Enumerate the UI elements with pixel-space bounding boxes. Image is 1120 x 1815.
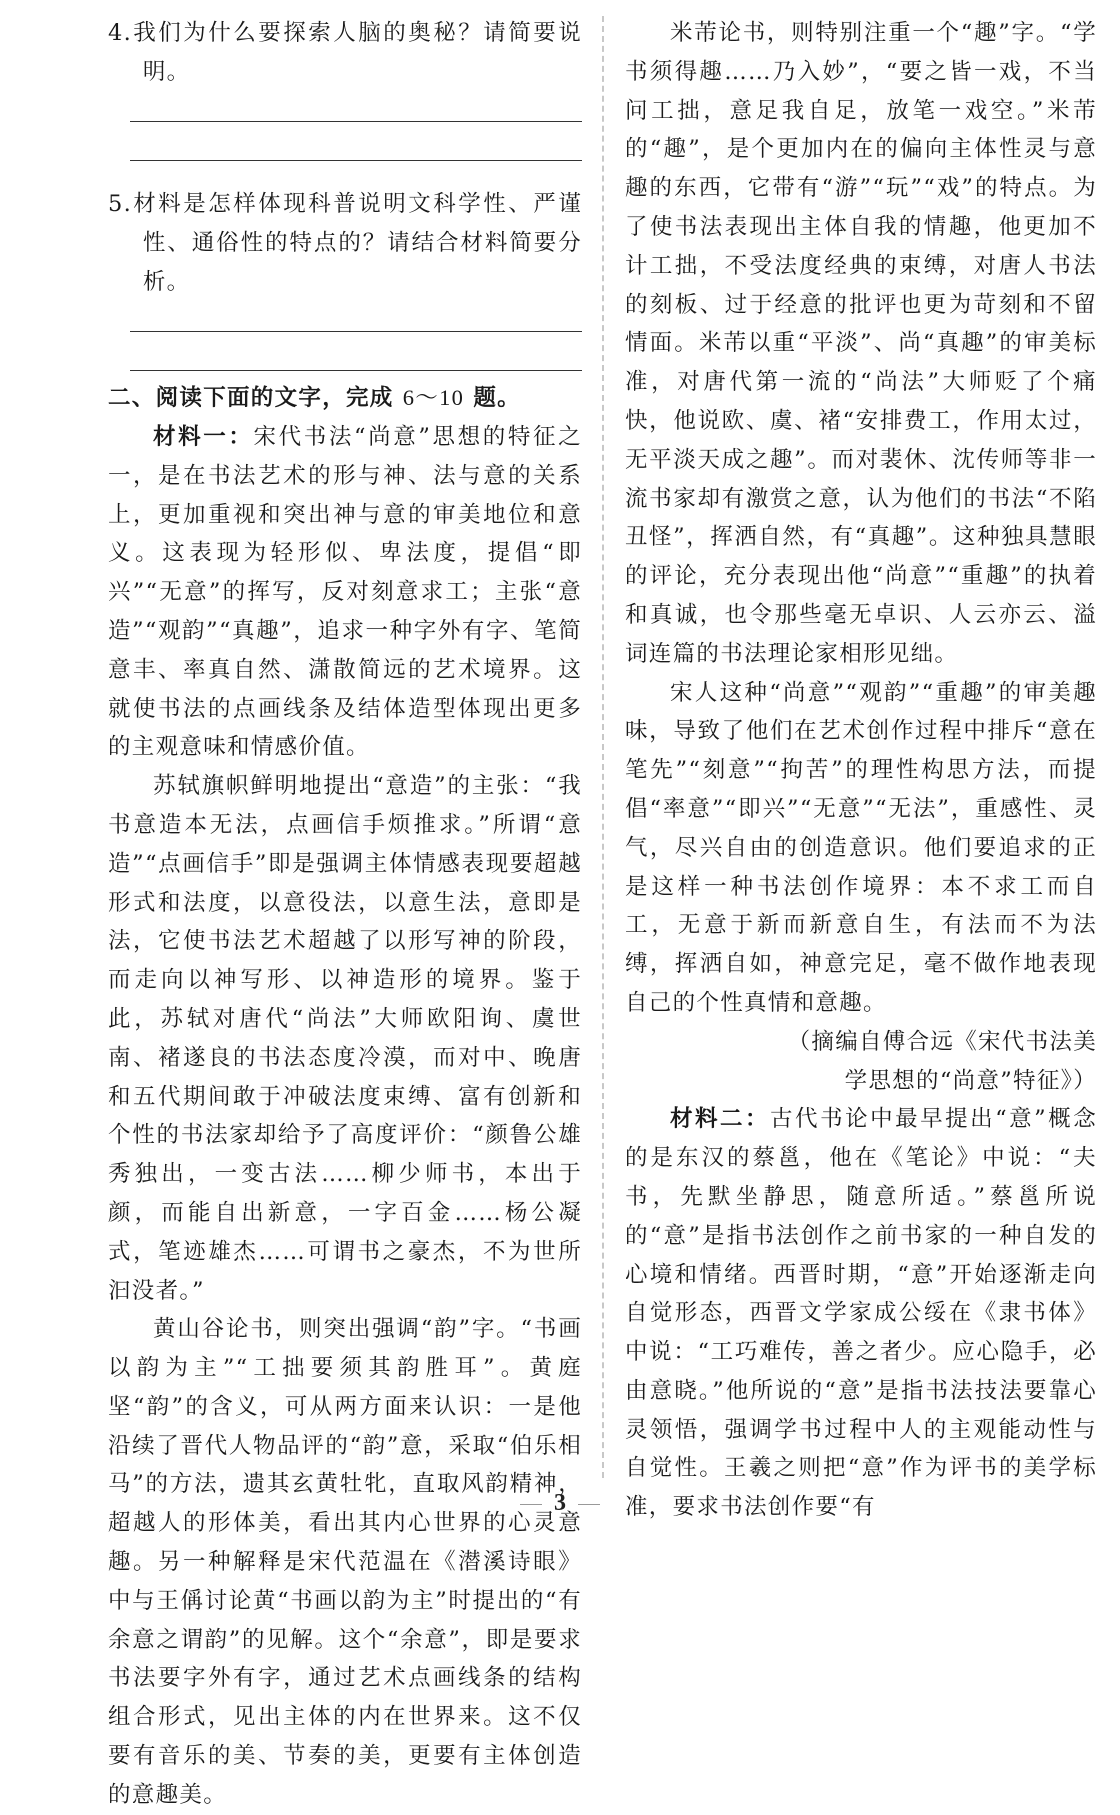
column-divider bbox=[602, 16, 604, 1478]
material1-paragraph-1: 材料一：宋代书法“尚意”思想的特征之一，是在书法艺术的形与神、法与意的关系上，更加重视和突出神与意的审美地位和意义。这表现为轻形似、卑法度，提倡“即兴”“无意”的挥写，反对刻意求工；主张“意造”“观韵”“真趣”，追求一种字外有字、笔简意丰、率真自然、潇散简远的艺术境界。这就使书法的点画线条及结体造型体现出更多的主观意味和情感价值。 bbox=[108, 423, 582, 761]
right-column bbox=[625, 14, 1097, 1527]
answer-line[interactable] bbox=[108, 130, 582, 169]
material1-paragraph-5: 宋人这种“尚意”“观韵”“重趣”的审美趣味，导致了他们在艺术创作过程中排斥“意在笔先”“刻意”“拘苦”的理性构思方法，而提倡“率意”“即兴”“无意”“无法”，重感性、灵气，尽兴自由的创造意识。他们要追求的正是这样一种书法创作境界：本不求工而自工，无意于新而新意自生，有法而不为法缚，挥洒自如，神意完足，毫不做作地表现自己的个性真情和意趣。 bbox=[625, 679, 1097, 1016]
section-heading: 二、阅读下面的文字，完成 6～10 题。 bbox=[108, 385, 521, 412]
material1-paragraph-4: 米芾论书，则特别注重一个“趣”字。“学书须得趣……乃入妙”，“要之皆一戏，不当问工拙，意足我自足，放笔一戏空。”米芾的“趣”，是个更加内在的偏向主体性灵与意趣的东西，它带有“游”“玩”“戏”的特点。为了使书法表现出主体自我的情趣，他更加不计工拙，不受法度经典的束缚，对唐人书法的刻板、过于经意的批评也更为苛刻和不留情面。米芾以重“平淡”、尚“真趣”的审美标准，对唐代第一流的“尚法”大师贬了个痛快，他说欧、虞、褚“安排费工，作用太过，无平淡天成之趣”。而对裴休、沈传师等非一流书家却有激赏之意，认为他们的书法“不陷丑怪”，挥洒自然，有“真趣”。这种独具慧眼的评论，充分表现出他“尚意”“重趣”的执着和真诚，也令那些毫无卓识、人云亦云、溢词连篇的书法理论家相形见绌。 bbox=[625, 20, 1097, 667]
material1-source: （摘编自傅合远《宋代书法美 学思想的“尚意”特征》） bbox=[787, 1028, 1097, 1094]
question-4: 4.我们为什么要探索人脑的奥秘？请简要说明。 bbox=[108, 20, 582, 85]
page-number: 3 bbox=[0, 1490, 1120, 1517]
answer-line[interactable] bbox=[108, 92, 582, 131]
answer-line[interactable] bbox=[108, 340, 582, 379]
material1-paragraph-3: 黄山谷论书，则突出强调“韵”字。“书画以韵为主”“工拙要须其韵胜耳”。黄庭坚“韵”的含义，可从两方面来认识：一是他沿续了晋代人物品评的“韵”意，采取“伯乐相马”的方法，遗其玄黄牡牝，直取风韵精神，超越人的形体美，看出其内心世界的心灵意趣。另一种解释是宋代范温在《潜溪诗眼》中与王偁讨论黄“书画以韵为主”时提出的“有余意之谓韵”的见解。这个“余意”，即是要求书法要字外有字，通过艺术点画线条的结构组合形式，见出主体的内在世界来。这不仅要有音乐的美、节奏的美，更要有主体创造的意趣美。 bbox=[108, 1316, 582, 1808]
question-5: 5.材料是怎样体现科普说明文科学性、严谨性、通俗性的特点的？请结合材料简要分析。 bbox=[108, 191, 582, 295]
material1-paragraph-2: 苏轼旗帜鲜明地提出“意造”的主张：“我书意造本无法，点画信手烦推求。”所谓“意造”“点画信手”即是强调主体情感表现要超越形式和法度，以意役法，以意生法，意即是法，它使书法艺术超越了以形写神的阶段，而走向以神写形、以神造形的境界。鉴于此，苏轼对唐代“尚法”大师欧阳询、虞世南、褚遂良的书法态度冷漠，而对中、晚唐和五代期间敢于冲破法度束缚、富有创新和个性的书法家却给予了高度评价：“颜鲁公雄秀独出，一变古法……柳少师书，本出于颜，而能自出新意，一字百金……杨公凝式，笔迹雄杰……可谓书之豪杰，不为世所汩没者。” bbox=[108, 773, 582, 1304]
material1-label: 材料一： bbox=[153, 423, 254, 450]
left-column bbox=[108, 14, 582, 1815]
answer-line[interactable] bbox=[108, 302, 582, 341]
material2-paragraph-1: 材料二：古代书论中最早提出“意”概念的是东汉的蔡邕，他在《笔论》中说：“夫书，先默坐静思，随意所适。”蔡邕所说的“意”是指书法创作之前书家的一种自发的心境和情绪。西晋时期，“意”开始逐渐走向自觉形态，西晋文学家成公绥在《隶书体》中说：“工巧难传，善之者少。应心隐手，必由意晓。”他所说的“意”是指书法技法要靠心灵领悟，强调学书过程中人的主观能动性与自觉性。王羲之则把“意”作为评书的美学标准，要求书法创作要“有 bbox=[625, 1106, 1097, 1521]
material2-label: 材料二： bbox=[670, 1106, 771, 1133]
